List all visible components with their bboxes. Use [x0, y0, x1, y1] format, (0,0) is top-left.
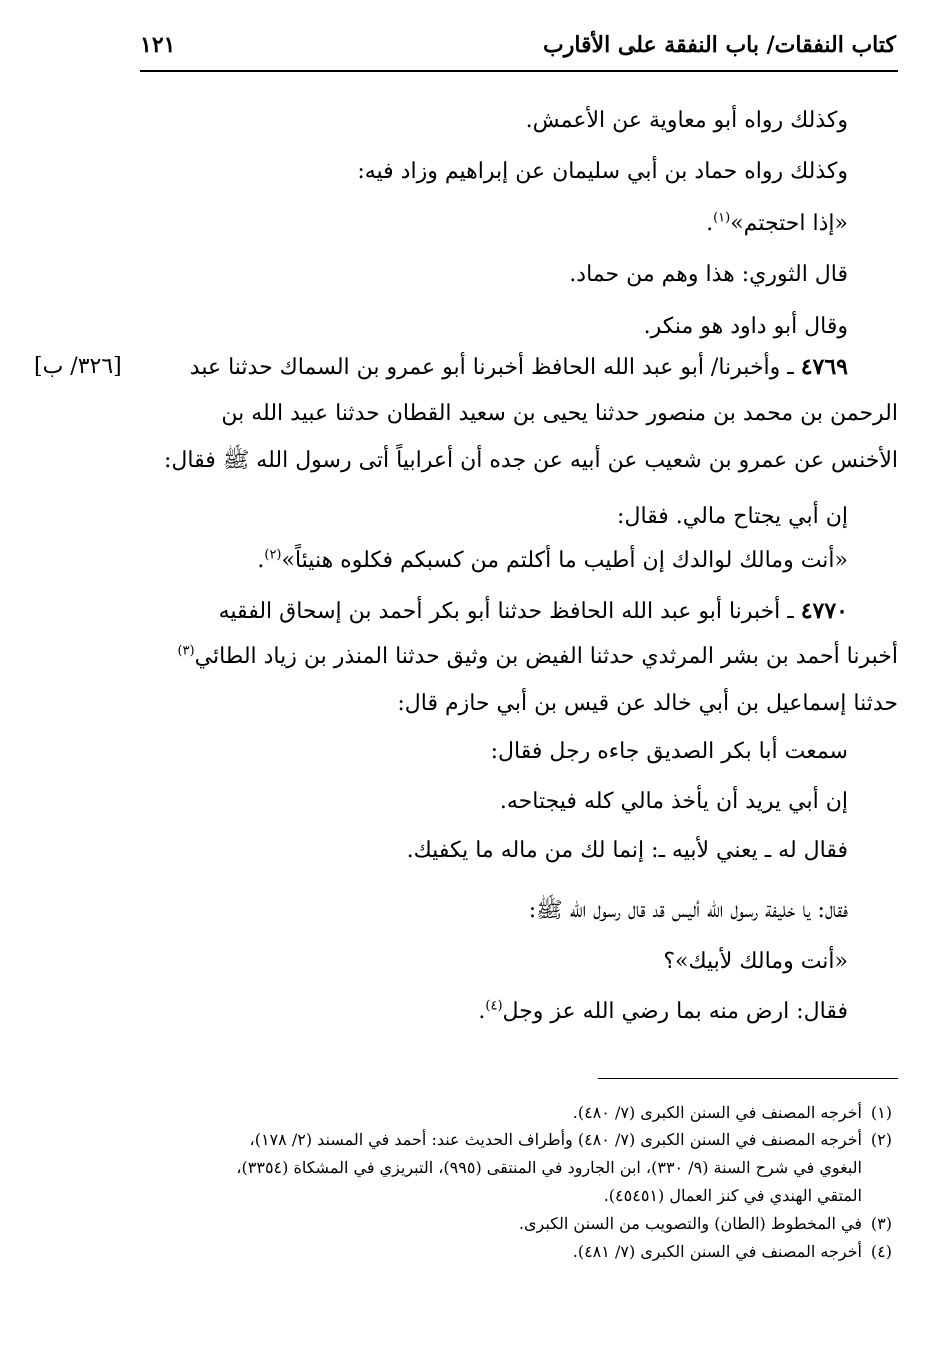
text-line-14: سمعت أبا بكر الصديق جاءه رجل فقال: — [490, 739, 848, 764]
text-line-18: «أنت ومالك لأبيك»؟ — [663, 949, 848, 974]
hadith-text: ـ أخبرنا أبو عبد الله الحافظ حدثنا أبو بكر أحمد بن إسحاق الفقيه — [218, 599, 794, 624]
hadith-4770-line-3: حدثنا إسماعيل بن أبي خالد عن قيس بن أبي حازم قال: — [397, 691, 898, 716]
footnote-1 — [573, 1102, 892, 1124]
text-line-9: إن أبي يجتاح مالي. فقال: — [617, 504, 848, 529]
footnote-3 — [519, 1213, 892, 1235]
footnote-number: (٣) — [870, 1214, 892, 1233]
footnote-number: (١) — [870, 1103, 892, 1122]
footnote-marker-4: (٤) — [485, 998, 503, 1014]
header-title: كتاب النفقات/ باب النفقة على الأقارب — [543, 32, 896, 58]
footnote-2 — [250, 1129, 892, 1151]
hadith-number-4769: ٤٧٦٩ — [800, 354, 848, 380]
text-line-2: وكذلك رواه حماد بن أبي سليمان عن إبراهيم وزاد فيه: — [357, 159, 848, 184]
footnote-text: في المخطوط (الطان) والتصويب من السنن الكبرى. — [518, 1214, 862, 1233]
text-line-5: وقال أبو داود هو منكر. — [643, 314, 848, 339]
text-end: . — [478, 999, 486, 1024]
footnote-number: (٤) — [870, 1242, 892, 1261]
quote: «أنت ومالك لوالدك إن أطيب ما أكلتم من كسبكم فكلوه هنيئاً» — [281, 548, 848, 573]
text-line-10 — [257, 546, 848, 576]
hadith-text: أخبرنا أحمد بن بشر المرثدي حدثنا الفيض بن وثيق حدثنا المنذر بن زياد الطائي — [194, 644, 898, 669]
footnote-2-line-2: البغوي في شرح السنة (٩/ ٣٣٠)، ابن الجارود في المنتقى (٩٩٥)، التبريزي في المشكاة (٣٣٥٤)، — [236, 1158, 862, 1177]
hadith-4769-line-2: الرحمن بن محمد بن منصور حدثنا يحيى بن سعيد القطان حدثنا عبيد الله بن — [221, 401, 898, 426]
footnote-text: أخرجه المصنف في السنن الكبرى (٧/ ٤٨٠) وأطراف الحديث عند: أحمد في المسند (٢/ ١٧٨)، — [249, 1130, 862, 1149]
hadith-4769-line-3: الأخنس عن عمرو بن شعيب عن أبيه عن جده أن أعرابياً أتى رسول الله ﷺ فقال: — [164, 448, 898, 473]
text-end: . — [706, 211, 714, 236]
hadith-number-4770: ٤٧٧٠ — [800, 598, 848, 624]
footnote-rule — [598, 1078, 898, 1079]
footnote-marker-3: (٣) — [177, 643, 195, 659]
text-line-4: قال الثوري: هذا وهم من حماد. — [569, 262, 848, 287]
footnote-text: أخرجه المصنف في السنن الكبرى (٧/ ٤٨١). — [572, 1242, 862, 1261]
text-line-19 — [478, 997, 848, 1027]
footnote-marker-1: (١) — [713, 210, 731, 226]
hadith-4770-line-2 — [177, 642, 898, 672]
page-number: ١٢١ — [140, 32, 176, 58]
footnote-text: أخرجه المصنف في السنن الكبرى (٧/ ٤٨٠). — [572, 1103, 862, 1122]
footnote-4 — [573, 1241, 892, 1263]
hadith-text: ـ وأخبرنا/ أبو عبد الله الحافظ أخبرنا أبو عمرو بن السماك حدثنا عبد — [189, 355, 794, 380]
text-line-17: فقال: يا خليفة رسول الله أليس قد قال رسول الله ﷺ: — [528, 898, 848, 923]
footnote-number: (٢) — [870, 1130, 892, 1149]
text-line-3 — [706, 209, 848, 239]
text-line-15: إن أبي يريد أن يأخذ مالي كله فيجتاحه. — [499, 789, 848, 814]
header-rule — [140, 70, 898, 72]
hadith-4770-line-1 — [219, 596, 848, 627]
footnote-marker-2: (٢) — [264, 547, 282, 563]
quote: «إذا احتجتم» — [730, 211, 848, 236]
footnote-2-line-3: المتقي الهندي في كنز العمال (٤٥٤٥١). — [603, 1186, 862, 1205]
hadith-text: فقال: ارض منه بما رضي الله عز وجل — [502, 999, 848, 1024]
running-header — [140, 30, 896, 70]
manuscript-folio-ref: [٣٢٦/ ب] — [34, 354, 122, 379]
text-end: . — [257, 548, 265, 573]
text-line-16: فقال له ـ يعني لأبيه ـ: إنما لك من ماله ما يكفيك. — [406, 838, 848, 863]
text-line-1: وكذلك رواه أبو معاوية عن الأعمش. — [525, 108, 848, 133]
hadith-4769-line-1 — [190, 352, 848, 383]
